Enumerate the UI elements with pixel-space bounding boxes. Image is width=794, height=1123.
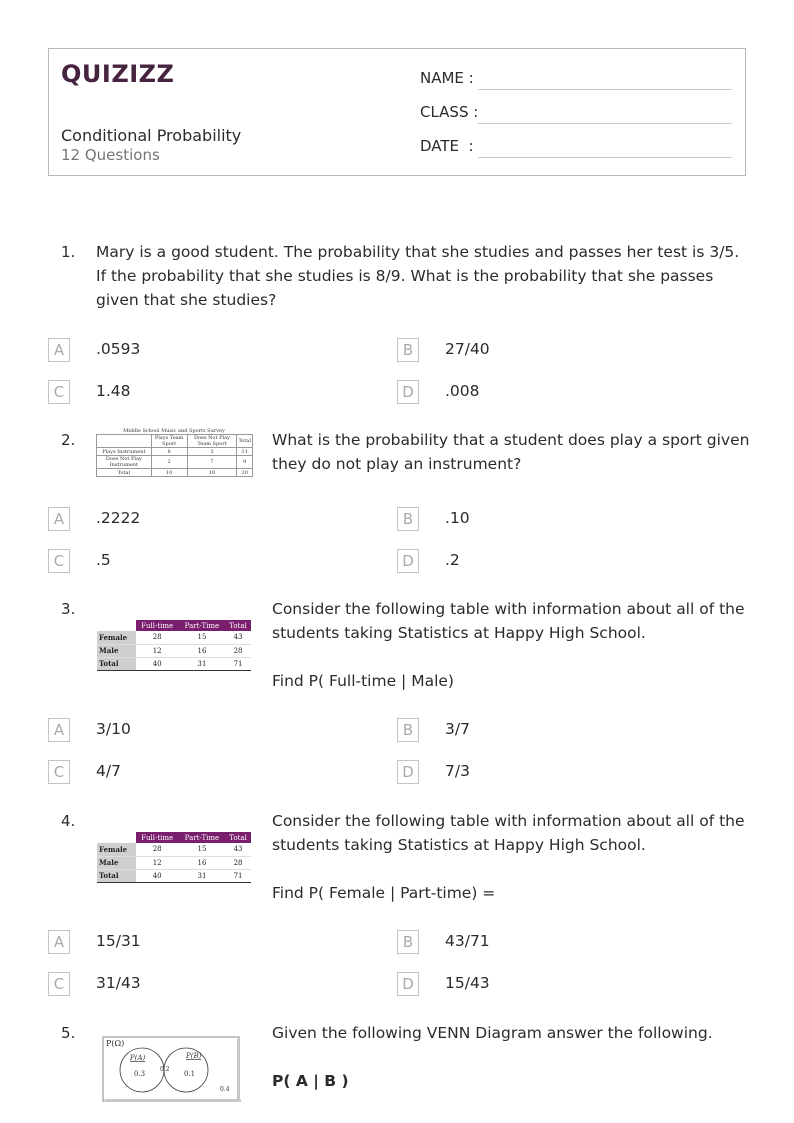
table-row	[97, 469, 253, 477]
table-row	[97, 644, 251, 657]
table-header-cell	[97, 435, 152, 448]
venn-value-a-only: 0.3	[134, 1070, 146, 1078]
enrollment-table	[97, 832, 251, 883]
question-number: 2.	[61, 431, 76, 449]
question-count: 12 Questions	[61, 146, 160, 164]
table-cell: 16	[179, 856, 225, 869]
option-letter: B	[397, 338, 419, 362]
option-letter: B	[397, 507, 419, 531]
table-cell: 15	[179, 631, 225, 644]
worksheet-header	[48, 48, 746, 176]
question-text: Consider the following table with information about all of the students taking Statistics at Happy High School.	[272, 812, 745, 854]
table-cell: 11	[237, 448, 253, 456]
table-header-cell: Plays Team Sport	[151, 435, 187, 448]
venn-shadow	[237, 1039, 240, 1101]
survey-table-caption: Middle School Music and Sports Survey	[123, 428, 225, 434]
option-letter: C	[48, 760, 70, 784]
table-cell: 31	[179, 869, 225, 882]
question-text: Consider the following table with information about all of the students taking Statistics at Happy High School.	[272, 600, 745, 642]
question-number: 4.	[61, 812, 76, 830]
worksheet-title: Conditional Probability	[61, 126, 242, 145]
option-letter: A	[48, 930, 70, 954]
option-text: .2	[445, 551, 460, 569]
table-cell: 10	[187, 469, 237, 477]
survey-table	[96, 434, 253, 477]
question-number: 3.	[61, 600, 76, 618]
option-letter: B	[397, 718, 419, 742]
option-text: 15/31	[96, 932, 141, 950]
table-header-cell: Does Not Play Team Sport	[187, 435, 237, 448]
option-text: .008	[445, 382, 480, 400]
question-number: 5.	[61, 1024, 76, 1042]
table-cell: Male	[97, 644, 136, 657]
question-prompt: P( A | B )	[272, 1072, 349, 1090]
table-header-cell: Part-Time	[179, 620, 225, 631]
table-cell: Total	[97, 869, 136, 882]
option-letter: A	[48, 718, 70, 742]
table-cell: 3	[187, 448, 237, 456]
option-text: .0593	[96, 340, 141, 358]
table-header-cell: Full-time	[136, 620, 179, 631]
table-row	[97, 631, 251, 644]
table-cell: 10	[151, 469, 187, 477]
table-cell: 28	[225, 856, 251, 869]
option-letter: A	[48, 507, 70, 531]
table-cell: Plays Instrument	[97, 448, 152, 456]
table-header-cell	[97, 832, 136, 843]
venn-label-a: P(A)	[130, 1054, 146, 1062]
option-letter: D	[397, 972, 419, 996]
table-cell: Male	[97, 856, 136, 869]
table-header-cell: Part-Time	[179, 832, 225, 843]
table-row	[97, 456, 253, 469]
class-line	[478, 123, 732, 124]
name-label: NAME :	[420, 69, 474, 87]
option-letter: D	[397, 549, 419, 573]
question-text: Mary is a good student. The probability that she studies and passes her test is 3/5. If the probability that she studies is 8/9. What is the probability that she passes given that she studies?	[96, 243, 740, 309]
question-number: 1.	[61, 243, 76, 261]
table-row	[97, 869, 251, 882]
table-cell: 9	[237, 456, 253, 469]
table-cell: 16	[179, 644, 225, 657]
option-text: 31/43	[96, 974, 141, 992]
option-letter: A	[48, 338, 70, 362]
table-row	[97, 856, 251, 869]
option-text: 3/7	[445, 720, 470, 738]
venn-label-b: P(B)	[186, 1052, 202, 1060]
table-cell: 2	[151, 456, 187, 469]
table-header-cell: Total	[237, 435, 253, 448]
option-text: 15/43	[445, 974, 490, 992]
table-cell: 43	[225, 631, 251, 644]
quizizz-logo: QUIZIZZ	[61, 60, 175, 88]
class-label: CLASS :	[420, 103, 479, 121]
option-text: .10	[445, 509, 470, 527]
table-row	[97, 843, 251, 856]
table-cell: 12	[136, 856, 179, 869]
table-cell: 28	[136, 631, 179, 644]
option-letter: B	[397, 930, 419, 954]
option-text: 43/71	[445, 932, 490, 950]
table-cell: 43	[225, 843, 251, 856]
enrollment-table	[97, 620, 251, 671]
question-text: What is the probability that a student does play a sport given they do not play an instrument?	[272, 431, 750, 473]
table-cell: 28	[225, 644, 251, 657]
option-letter: C	[48, 549, 70, 573]
option-letter: C	[48, 972, 70, 996]
table-header-cell: Total	[225, 832, 251, 843]
table-cell: 20	[237, 469, 253, 477]
question-prompt: Find P( Female | Part-time) =	[272, 884, 496, 902]
date-label: DATE :	[420, 137, 474, 155]
option-text: .5	[96, 551, 111, 569]
question-prompt: Find P( Full-time | Male)	[272, 672, 454, 690]
question-text: Given the following VENN Diagram answer the following.	[272, 1024, 713, 1042]
table-cell: 71	[225, 657, 251, 670]
date-line	[478, 157, 732, 158]
venn-diagram	[100, 1034, 242, 1104]
table-cell: 28	[136, 843, 179, 856]
venn-value-outside: 0.4	[220, 1086, 230, 1093]
table-cell: Does Not Play Instrument	[97, 456, 152, 469]
option-letter: D	[397, 760, 419, 784]
table-row	[97, 657, 251, 670]
option-text: .2222	[96, 509, 141, 527]
table-cell: Total	[97, 469, 152, 477]
table-cell: 40	[136, 657, 179, 670]
table-cell: 71	[225, 869, 251, 882]
table-cell: 15	[179, 843, 225, 856]
option-text: 4/7	[96, 762, 121, 780]
table-cell: 12	[136, 644, 179, 657]
option-text: 1.48	[96, 382, 131, 400]
date-field[interactable]	[420, 137, 736, 161]
venn-universe-label: P(Ω)	[106, 1039, 125, 1048]
table-header-cell: Total	[225, 620, 251, 631]
table-row	[97, 448, 253, 456]
table-cell: Total	[97, 657, 136, 670]
table-header-cell: Full-time	[136, 832, 179, 843]
class-field[interactable]	[420, 103, 736, 127]
option-text: 27/40	[445, 340, 490, 358]
table-cell: 7	[187, 456, 237, 469]
table-header-cell	[97, 620, 136, 631]
venn-value-b-only: 0.1	[184, 1070, 196, 1078]
table-cell: Female	[97, 843, 136, 856]
table-cell: 31	[179, 657, 225, 670]
option-text: 3/10	[96, 720, 131, 738]
name-field[interactable]	[420, 69, 736, 93]
venn-shadow	[105, 1099, 241, 1102]
name-line	[478, 89, 732, 90]
table-cell: 8	[151, 448, 187, 456]
venn-value-both: 0.2	[160, 1066, 170, 1073]
table-cell: Female	[97, 631, 136, 644]
option-text: 7/3	[445, 762, 470, 780]
option-letter: D	[397, 380, 419, 404]
table-cell: 40	[136, 869, 179, 882]
option-letter: C	[48, 380, 70, 404]
